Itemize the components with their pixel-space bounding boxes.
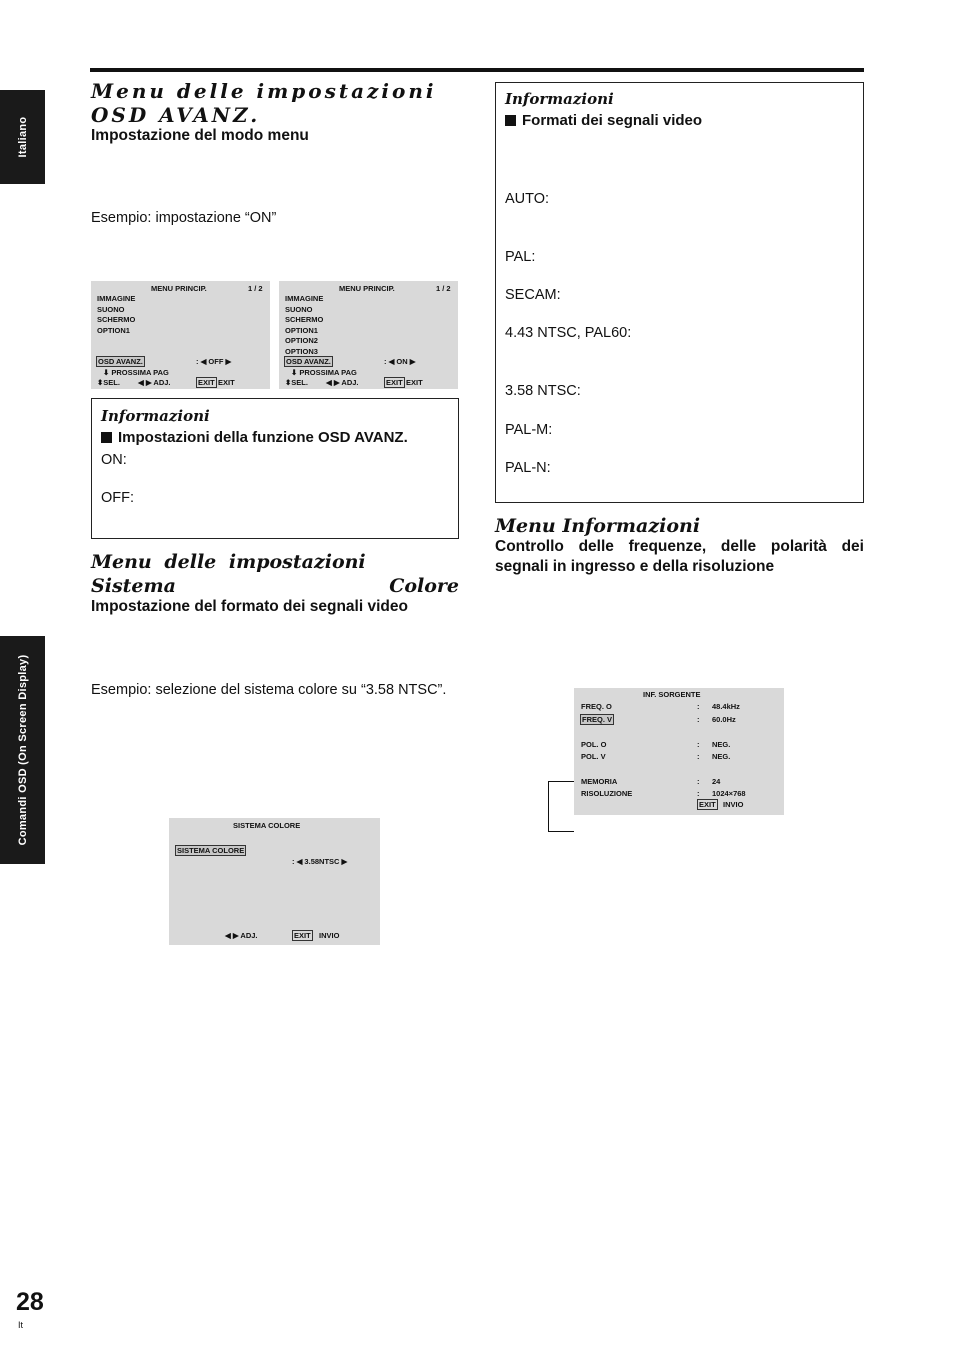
osd-adj-hint: ◀ ▶ ADJ. xyxy=(326,378,359,387)
info-box-title: Informazioni xyxy=(505,90,614,108)
format-443ntsc-pal60: 4.43 NTSC, PAL60: xyxy=(505,325,632,341)
osd-title: INF. SORGENTE xyxy=(643,690,701,699)
format-pal-m: PAL-M: xyxy=(505,422,553,438)
osd-next-page: ⬇ PROSSIMA PAG xyxy=(291,368,357,377)
osd-adj-hint: ◀ ▶ ADJ. xyxy=(225,931,258,940)
language-tab xyxy=(0,90,45,184)
section-tab-label: Comandi OSD (On Screen Display) xyxy=(16,654,29,846)
format-auto: AUTO: xyxy=(505,191,550,207)
osd-setting-value: : ◀ 3.58NTSC ▶ xyxy=(292,857,348,866)
page-number: 28 xyxy=(16,1288,44,1316)
language-code: It xyxy=(18,1320,24,1330)
osd-row-label: POL. V xyxy=(581,752,606,761)
osd-row-colon: : xyxy=(697,752,700,761)
osd-exit-key: EXIT xyxy=(294,931,311,940)
osd-row-label: RISOLUZIONE xyxy=(581,789,633,798)
osd-row-colon: : xyxy=(697,740,700,749)
osd-page: 1 / 2 xyxy=(248,284,263,293)
format-pal: PAL: xyxy=(505,249,536,265)
osd-exit-key: EXIT xyxy=(386,378,403,387)
osd-setting-label: OSD AVANZ. xyxy=(286,357,331,366)
osd-row-value: NEG. xyxy=(712,740,731,749)
sistema-colore-subheading: Impostazione del formato dei segnali video xyxy=(91,598,408,615)
osd-setting-label: SISTEMA COLORE xyxy=(177,846,245,855)
info-box-osd-avanz xyxy=(91,398,459,539)
osd-row-colon: : xyxy=(697,777,700,786)
osd-setting-label: OSD AVANZ. xyxy=(98,357,143,366)
info-box-video-formats xyxy=(495,82,864,503)
osd-row-label: POL. O xyxy=(581,740,607,749)
osd-exit-label: INVIO xyxy=(723,800,744,809)
osd-item: OPTION3 xyxy=(285,347,318,356)
osd-adj-hint: ◀ ▶ ADJ. xyxy=(138,378,171,387)
sistema-colore-heading-line1 xyxy=(91,550,459,598)
sistema-colore-example: Esempio: selezione del sistema colore su “3.58 NTSC”. xyxy=(91,682,447,698)
osd-exit-label: EXIT xyxy=(406,378,423,387)
bullet-square-icon xyxy=(505,115,516,126)
osd-item: SCHERMO xyxy=(285,315,324,324)
osd-row-value: 60.0Hz xyxy=(712,715,736,724)
osd-item: SUONO xyxy=(97,305,125,314)
format-pal-n: PAL-N: xyxy=(505,460,551,476)
osd-item: OPTION2 xyxy=(285,336,318,345)
osd-setting-value: : ◀ ON ▶ xyxy=(384,357,416,366)
menu-informazioni-subheading: Controllo delle frequenze, delle polarità dei segnali in ingresso e della risoluzione xyxy=(495,538,864,575)
info-off-label: OFF: xyxy=(101,490,135,506)
osd-screen-source-info xyxy=(574,688,784,815)
info-box-heading xyxy=(101,429,408,446)
osd-screen-main-on xyxy=(279,281,458,389)
osd-screen-main-off xyxy=(91,281,270,389)
osd-row-value: 48.4kHz xyxy=(712,702,740,711)
osd-avanz-example: Esempio: impostazione “ON” xyxy=(91,210,277,226)
osd-item: OPTION1 xyxy=(285,326,318,335)
osd-item: SCHERMO xyxy=(97,315,136,324)
osd-avanz-heading: Menu delle impostazioni OSD AVANZ. xyxy=(91,79,437,127)
osd-item: SUONO xyxy=(285,305,313,314)
callout-bracket xyxy=(548,781,574,832)
info-on-label: ON: xyxy=(101,452,127,468)
section-tab xyxy=(0,636,45,864)
osd-title: MENU PRINCIP. xyxy=(151,284,207,293)
osd-sel-hint: ⬍SEL. xyxy=(285,378,308,387)
osd-setting-value: : ◀ OFF ▶ xyxy=(196,357,232,366)
osd-avanz-subheading: Impostazione del modo menu xyxy=(91,127,309,144)
osd-row-label: FREQ. O xyxy=(581,702,612,711)
info-box-heading xyxy=(505,112,702,129)
osd-screen-color-system xyxy=(169,818,380,945)
osd-title: MENU PRINCIP. xyxy=(339,284,395,293)
osd-item: IMMAGINE xyxy=(285,294,324,303)
info-box-heading-text: Formati dei segnali video xyxy=(522,112,703,129)
osd-sel-hint: ⬍SEL. xyxy=(97,378,120,387)
osd-row-value: NEG. xyxy=(712,752,731,761)
osd-row-colon: : xyxy=(697,789,700,798)
info-box-heading-text: Impostazioni della funzione OSD AVANZ. xyxy=(118,429,408,446)
osd-exit-key: EXIT xyxy=(198,378,215,387)
osd-exit-label: INVIO xyxy=(319,931,340,940)
osd-row-value: 24 xyxy=(712,777,721,786)
osd-row-colon: : xyxy=(697,702,700,711)
osd-item: OPTION1 xyxy=(97,326,130,335)
osd-row-value: 1024×768 xyxy=(712,789,746,798)
info-box-title: Informazioni xyxy=(101,407,210,425)
osd-row-colon: : xyxy=(697,715,700,724)
osd-item: IMMAGINE xyxy=(97,294,136,303)
osd-title: SISTEMA COLORE xyxy=(233,821,301,830)
osd-exit-label: EXIT xyxy=(218,378,235,387)
language-tab-label: Italiano xyxy=(16,116,29,158)
format-358ntsc: 3.58 NTSC: xyxy=(505,383,581,399)
sistema-colore-heading: Menu delle impostazioni Sistema Colore xyxy=(91,551,459,597)
osd-page: 1 / 2 xyxy=(436,284,451,293)
menu-informazioni-heading: Menu Informazioni xyxy=(495,515,701,537)
format-secam: SECAM: xyxy=(505,287,561,303)
osd-row-label: FREQ. V xyxy=(582,715,613,724)
bullet-square-icon xyxy=(101,432,112,443)
osd-row-label: MEMORIA xyxy=(581,777,618,786)
osd-next-page: ⬇ PROSSIMA PAG xyxy=(103,368,169,377)
osd-exit-key: EXIT xyxy=(699,800,716,809)
top-rule xyxy=(90,68,864,72)
